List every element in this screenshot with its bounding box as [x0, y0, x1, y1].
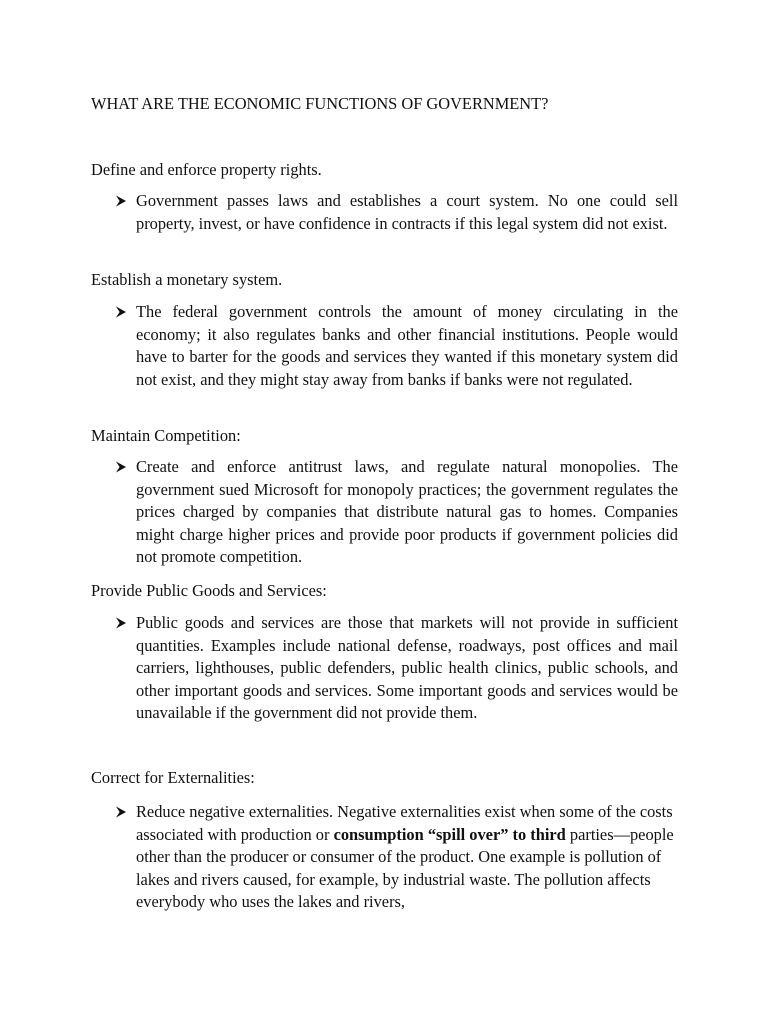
list-item [115, 190, 678, 235]
section-heading-competition: Maintain Competition: [91, 426, 241, 445]
bullet-text-part2: parties—people other than the producer or consumer of the product. One example is pollution of lakes and rivers caused, for example, by industrial waste. The pollution affects everybody who uses the lakes and rivers, [136, 824, 674, 911]
section-heading-externalities: Correct for Externalities: [91, 768, 255, 787]
arrow-bullet-icon [115, 801, 136, 824]
bullet-text: Create and enforce antitrust laws, and regulate natural monopolies. The government sued Microsoft for monopoly practices; the government regulates the prices charged by companies that distribute natural gas to homes. Companies might charge higher prices and provide poor products if government policies did not promote competition. [136, 457, 678, 566]
bullet-text-part1: Reduce negative externalities. Negative externalities exist when some of the costs associated with production or [136, 802, 673, 844]
section-heading-public-goods: Provide Public Goods and Services: [91, 581, 327, 600]
list-item [115, 456, 678, 569]
arrow-bullet-icon [115, 301, 136, 324]
section-heading-property-rights: Define and enforce property rights. [91, 160, 322, 179]
section-heading-monetary-system: Establish a monetary system. [91, 270, 283, 289]
list-item [115, 801, 678, 914]
bullet-text: The federal government controls the amount of money circulating in the economy; it also regulates banks and other financial institutions. People would have to barter for the goods and services they wanted if this monetary system did not exist, and they might stay away from banks if banks were not regulated. [136, 302, 678, 389]
page-title: WHAT ARE THE ECONOMIC FUNCTIONS OF GOVERNMENT? [91, 94, 549, 113]
arrow-bullet-icon [115, 456, 136, 479]
bullet-text: Government passes laws and establishes a court system. No one could sell property, invest, or have confidence in contracts if this legal system did not exist. [136, 191, 678, 233]
list-item [115, 612, 678, 725]
list-item [115, 301, 678, 391]
bullet-text [136, 801, 678, 914]
bullet-text: Public goods and services are those that markets will not provide in sufficient quantities. Examples include national defense, roadways, post offices and mail carriers, lighthouses, public defenders, public health clinics, public schools, and other important goods and services. Some important goods and services would be unavailable if the government did not provide them. [136, 613, 678, 722]
arrow-bullet-icon [115, 190, 136, 213]
bullet-text-emphasis: consumption “spill over” to third [333, 824, 566, 844]
arrow-bullet-icon [115, 612, 136, 635]
